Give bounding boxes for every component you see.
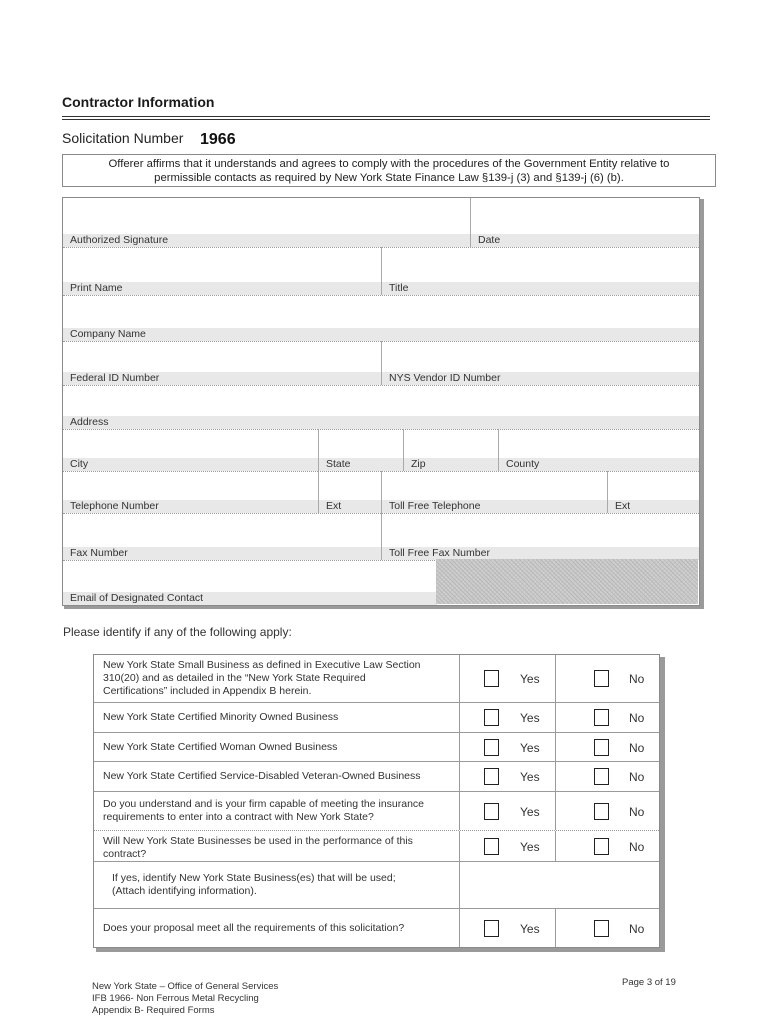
affirmation-line-1: Offerer affirms that it understands and agrees to comply with the procedures of the Government Entity relative to — [108, 158, 670, 170]
question-text-line: Will New York State Businesses be used in the performance of this — [103, 835, 413, 847]
column-divider — [459, 703, 460, 732]
identify-businesses-input[interactable] — [460, 862, 659, 908]
ext2-label: Ext — [608, 500, 699, 513]
column-divider — [459, 655, 460, 702]
question-text: Does your proposal meet all the requirements of this solicitation? — [103, 922, 405, 934]
ext2-field[interactable] — [607, 471, 699, 513]
federal-id-field[interactable] — [63, 341, 381, 385]
fax-field[interactable] — [63, 513, 381, 560]
question-text-line: contract? — [103, 848, 147, 860]
address-label: Address — [63, 416, 699, 429]
affirmation-box — [62, 154, 716, 187]
yes-label: Yes — [520, 840, 540, 854]
footer-line-3: Appendix B- Required Forms — [92, 1005, 215, 1016]
yes-checkbox[interactable] — [484, 838, 499, 855]
county-field[interactable] — [498, 429, 699, 471]
company-name-field[interactable] — [63, 295, 699, 341]
footer-line-2: IFB 1966- Non Ferrous Metal Recycling — [92, 993, 259, 1004]
question-row-woman-owned — [94, 732, 659, 761]
toll-free-fax-field[interactable] — [381, 513, 699, 560]
yes-checkbox[interactable] — [484, 670, 499, 687]
state-label: State — [319, 458, 403, 471]
affirmation-line-2: permissible contacts as required by New York State Finance Law §139-j (3) and §139-j (6) (b). — [154, 172, 624, 184]
questions-table — [93, 654, 660, 948]
no-checkbox[interactable] — [594, 670, 609, 687]
telephone-label: Telephone Number — [63, 500, 318, 513]
authorized-signature-label: Authorized Signature — [63, 234, 470, 247]
ext-field[interactable] — [318, 471, 381, 513]
page-number: Page 3 of 19 — [622, 977, 676, 988]
zip-field[interactable] — [403, 429, 498, 471]
questions-shadow-bottom — [96, 948, 665, 952]
yes-checkbox[interactable] — [484, 803, 499, 820]
section-title: Contractor Information — [62, 94, 215, 110]
question-text-line: (Attach identifying information). — [112, 885, 257, 897]
print-name-field[interactable] — [63, 247, 381, 295]
no-checkbox[interactable] — [594, 709, 609, 726]
toll-free-telephone-label: Toll Free Telephone — [382, 500, 607, 513]
no-checkbox[interactable] — [594, 803, 609, 820]
yes-label: Yes — [520, 672, 540, 686]
column-divider — [555, 703, 556, 732]
email-contact-field[interactable] — [63, 560, 437, 605]
title-label: Title — [382, 282, 699, 295]
question-row-identify-businesses — [94, 861, 659, 908]
date-label: Date — [471, 234, 699, 247]
yes-checkbox[interactable] — [484, 709, 499, 726]
column-divider — [555, 762, 556, 791]
question-row-requirements — [94, 908, 659, 947]
federal-id-label: Federal ID Number — [63, 372, 381, 385]
question-text — [112, 872, 396, 898]
no-checkbox[interactable] — [594, 838, 609, 855]
no-label: No — [629, 741, 645, 755]
title-rule-bottom — [62, 119, 710, 120]
county-label: County — [499, 458, 699, 471]
telephone-field[interactable] — [63, 471, 318, 513]
address-field[interactable] — [63, 385, 699, 429]
print-name-label: Print Name — [63, 282, 381, 295]
nys-vendor-id-label: NYS Vendor ID Number — [382, 372, 699, 385]
solicitation-number: 1966 — [200, 131, 236, 148]
form-shadow-bottom — [64, 606, 704, 609]
contractor-form — [62, 197, 700, 606]
column-divider — [555, 909, 556, 947]
question-text: New York State Certified Service-Disabled Veteran-Owned Business — [103, 770, 421, 782]
yes-checkbox[interactable] — [484, 920, 499, 937]
column-divider — [555, 655, 556, 702]
yes-label: Yes — [520, 741, 540, 755]
title-rule-top — [62, 116, 710, 117]
no-label: No — [629, 805, 645, 819]
question-text-line: Do you understand and is your firm capable of meeting the insurance — [103, 798, 425, 810]
company-name-label: Company Name — [63, 328, 699, 341]
question-row-minority-owned — [94, 702, 659, 732]
question-row-nys-businesses — [94, 830, 659, 861]
fax-label: Fax Number — [63, 547, 381, 560]
nys-vendor-id-field[interactable] — [381, 341, 699, 385]
email-contact-label: Email of Designated Contact — [63, 592, 437, 605]
authorized-signature-field[interactable] — [63, 198, 470, 247]
form-shadow-right — [700, 199, 704, 609]
zip-label: Zip — [404, 458, 498, 471]
question-text — [103, 798, 424, 824]
title-field[interactable] — [381, 247, 699, 295]
ext-label: Ext — [319, 500, 381, 513]
yes-checkbox[interactable] — [484, 739, 499, 756]
toll-free-fax-label: Toll Free Fax Number — [382, 547, 699, 560]
question-text — [103, 835, 413, 861]
yes-label: Yes — [520, 711, 540, 725]
no-label: No — [629, 770, 645, 784]
no-label: No — [629, 711, 645, 725]
column-divider — [459, 762, 460, 791]
no-checkbox[interactable] — [594, 739, 609, 756]
column-divider — [459, 733, 460, 761]
no-checkbox[interactable] — [594, 920, 609, 937]
toll-free-telephone-field[interactable] — [381, 471, 607, 513]
no-checkbox[interactable] — [594, 768, 609, 785]
no-label: No — [629, 840, 645, 854]
state-field[interactable] — [318, 429, 403, 471]
yes-label: Yes — [520, 922, 540, 936]
solicitation-label: Solicitation Number — [62, 130, 184, 146]
question-text: New York State Certified Woman Owned Business — [103, 741, 338, 753]
question-text: New York State Certified Minority Owned Business — [103, 711, 339, 723]
column-divider — [555, 792, 556, 830]
column-divider — [555, 831, 556, 861]
yes-label: Yes — [520, 805, 540, 819]
no-label: No — [629, 672, 645, 686]
question-text-line: If yes, identify New York State Business(es) that will be used; — [112, 872, 396, 884]
footer-line-1: New York State – Office of General Services — [92, 981, 279, 992]
column-divider — [459, 909, 460, 947]
question-text — [103, 659, 421, 698]
question-text-line: Certifications” included in Appendix B herein. — [103, 685, 312, 697]
question-text-line: requirements to enter into a contract with New York State? — [103, 811, 374, 823]
city-field[interactable] — [63, 429, 318, 471]
apply-prompt: Please identify if any of the following apply: — [63, 625, 292, 639]
no-label: No — [629, 922, 645, 936]
question-row-insurance — [94, 791, 659, 830]
yes-label: Yes — [520, 770, 540, 784]
questions-shadow-right — [660, 657, 665, 951]
city-label: City — [63, 458, 318, 471]
date-field[interactable] — [470, 198, 699, 247]
question-text-line: New York State Small Business as defined in Executive Law Section — [103, 659, 421, 671]
column-divider — [555, 733, 556, 761]
question-row-veteran-owned — [94, 761, 659, 791]
question-text-line: 310(20) and as detailed in the “New York State Required — [103, 672, 366, 684]
column-divider — [459, 792, 460, 830]
footer-left — [92, 981, 278, 1017]
column-divider — [459, 831, 460, 861]
question-row-small-business — [94, 655, 659, 702]
yes-checkbox[interactable] — [484, 768, 499, 785]
hatched-blank-area — [436, 559, 698, 604]
